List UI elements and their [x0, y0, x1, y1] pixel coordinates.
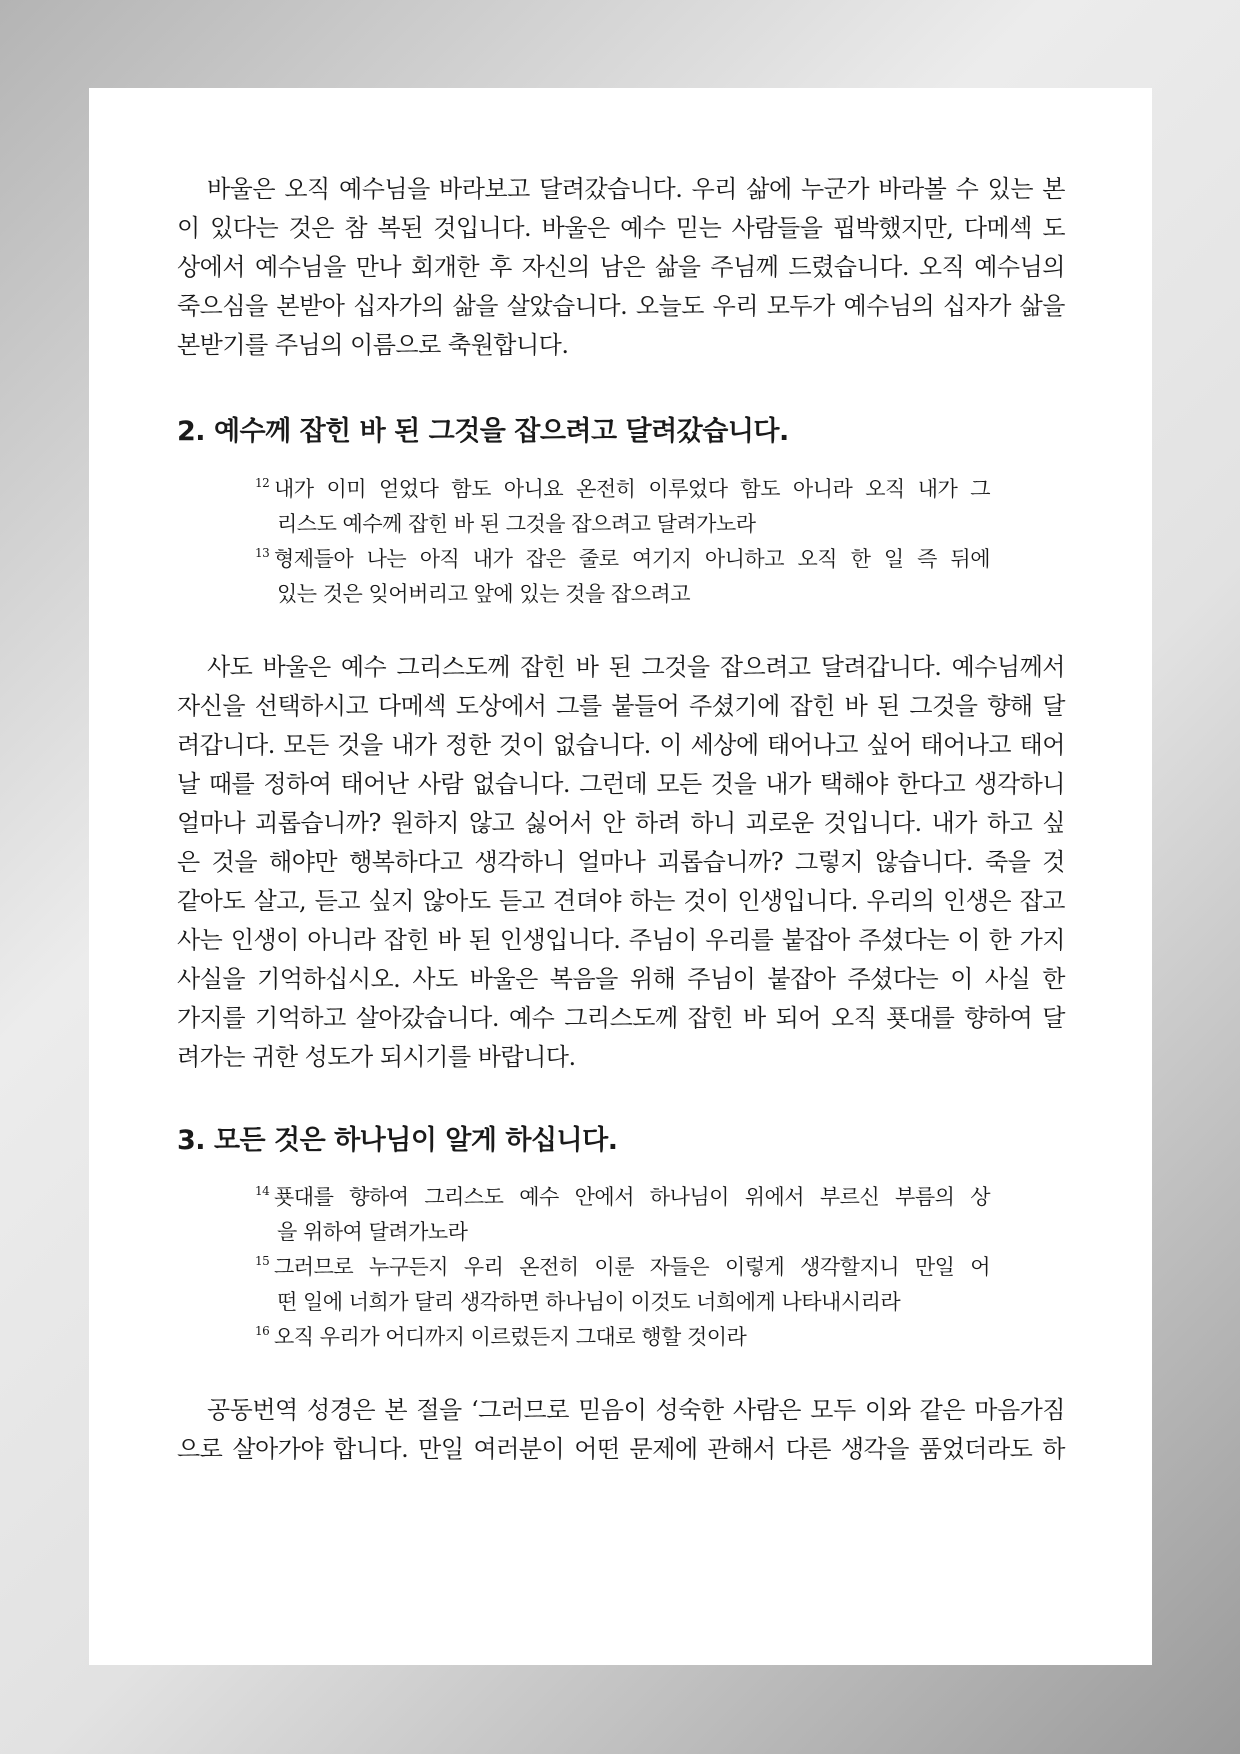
- bible-verse: [255, 542, 990, 612]
- verse-line: 을 위하여 달려가노라: [277, 1220, 468, 1244]
- verse-number: 16: [255, 1324, 270, 1338]
- bible-verse: [255, 1320, 990, 1355]
- verse-line: 그러므로 누구든지 우리 온전히 이룬 자들은 이렇게 생각할지니 만일 어: [274, 1255, 990, 1279]
- bible-verse: [255, 472, 990, 542]
- verse-line: 리스도 예수께 잡힌 바 된 그것을 잡으려고 달려가노라: [277, 512, 756, 536]
- section-3-heading: 3. 모든 것은 하나님이 알게 하십니다.: [177, 1125, 618, 1156]
- document-page: [89, 88, 1152, 1665]
- verse-line: 있는 것은 잊어버리고 앞에 있는 것을 잡으려고: [277, 582, 690, 606]
- page-content: [177, 170, 1065, 1469]
- verse-line: 푯대를 향하여 그리스도 예수 안에서 하나님이 위에서 부르신 부름의 상: [274, 1185, 990, 1209]
- intro-paragraph: [177, 170, 1065, 365]
- section-2-verses: [177, 472, 990, 612]
- paragraph-line: 려갑니다. 모든 것을 내가 정한 것이 없습니다. 이 세상에 태어나고 싶어 태어나고 태어: [177, 731, 1065, 759]
- paragraph-line: 죽으심을 본받아 십자가의 삶을 살았습니다. 오늘도 우리 모두가 예수님의 십자가 삶을: [177, 292, 1065, 320]
- paragraph-line: 같아도 살고, 듣고 싶지 않아도 듣고 견뎌야 하는 것이 인생입니다. 우리의 인생은 잡고: [177, 887, 1065, 915]
- paragraph-line: 으로 살아가야 합니다. 만일 여러분이 어떤 문제에 관해서 다른 생각을 품었더라도 하: [177, 1435, 1065, 1463]
- bible-verse: [255, 1180, 990, 1250]
- verse-number: 13: [255, 546, 270, 560]
- verse-line: 떤 일에 너희가 달리 생각하면 하나님이 이것도 너희에게 나타내시리라: [277, 1290, 901, 1314]
- paragraph-line: 은 것을 해야만 행복하다고 생각하니 얼마나 괴롭습니까? 그렇지 않습니다. 죽을 것: [177, 848, 1065, 876]
- verse-number: 15: [255, 1254, 270, 1268]
- verse-line: 오직 우리가 어디까지 이르렀든지 그대로 행할 것이라: [274, 1325, 747, 1349]
- verse-line: 형제들아 나는 아직 내가 잡은 줄로 여기지 아니하고 오직 한 일 즉 뒤에: [274, 547, 990, 571]
- paragraph-line: 공동번역 성경은 본 절을 ‘그러므로 믿음이 성숙한 사람은 모두 이와 같은 마음가짐: [207, 1396, 1065, 1424]
- paragraph-line: 려가는 귀한 성도가 되시기를 바랍니다.: [177, 1043, 576, 1071]
- section-3-paragraph: [177, 1391, 1065, 1469]
- section-2-heading: 2. 예수께 잡힌 바 된 그것을 잡으려고 달려갔습니다.: [177, 416, 789, 447]
- paragraph-line: 사실을 기억하십시오. 사도 바울은 복음을 위해 주님이 붙잡아 주셨다는 이 사실 한: [177, 965, 1065, 993]
- verse-number: 14: [255, 1184, 270, 1198]
- paragraph-line: 날 때를 정하여 태어난 사람 없습니다. 그런데 모든 것을 내가 택해야 한다고 생각하니: [177, 770, 1065, 798]
- paragraph-line: 이 있다는 것은 참 복된 것입니다. 바울은 예수 믿는 사람들을 핍박했지만, 다메섹 도: [177, 214, 1065, 242]
- paragraph-line: 사는 인생이 아니라 잡힌 바 된 인생입니다. 주님이 우리를 붙잡아 주셨다는 이 한 가지: [177, 926, 1065, 954]
- paragraph-line: 본받기를 주님의 이름으로 축원합니다.: [177, 331, 569, 359]
- section-3-verses: [177, 1180, 990, 1355]
- paragraph-line: 얼마나 괴롭습니까? 원하지 않고 싫어서 안 하려 하니 괴로운 것입니다. 내가 하고 싶: [177, 809, 1065, 837]
- paragraph-line: 상에서 예수님을 만나 회개한 후 자신의 남은 삶을 주님께 드렸습니다. 오직 예수님의: [177, 253, 1065, 281]
- verse-line: 내가 이미 얻었다 함도 아니요 온전히 이루었다 함도 아니라 오직 내가 그: [274, 477, 990, 501]
- paragraph-line: 바울은 오직 예수님을 바라보고 달려갔습니다. 우리 삶에 누군가 바라볼 수 있는 본: [207, 175, 1065, 203]
- paragraph-line: 자신을 선택하시고 다메섹 도상에서 그를 붙들어 주셨기에 잡힌 바 된 그것을 향해 달: [177, 692, 1065, 720]
- bible-verse: [255, 1250, 990, 1320]
- section-2-paragraph: [177, 648, 1065, 1077]
- verse-number: 12: [255, 476, 270, 490]
- paragraph-line: 가지를 기억하고 살아갔습니다. 예수 그리스도께 잡힌 바 되어 오직 푯대를 향하여 달: [177, 1004, 1065, 1032]
- paragraph-line: 사도 바울은 예수 그리스도께 잡힌 바 된 그것을 잡으려고 달려갑니다. 예수님께서: [207, 653, 1065, 681]
